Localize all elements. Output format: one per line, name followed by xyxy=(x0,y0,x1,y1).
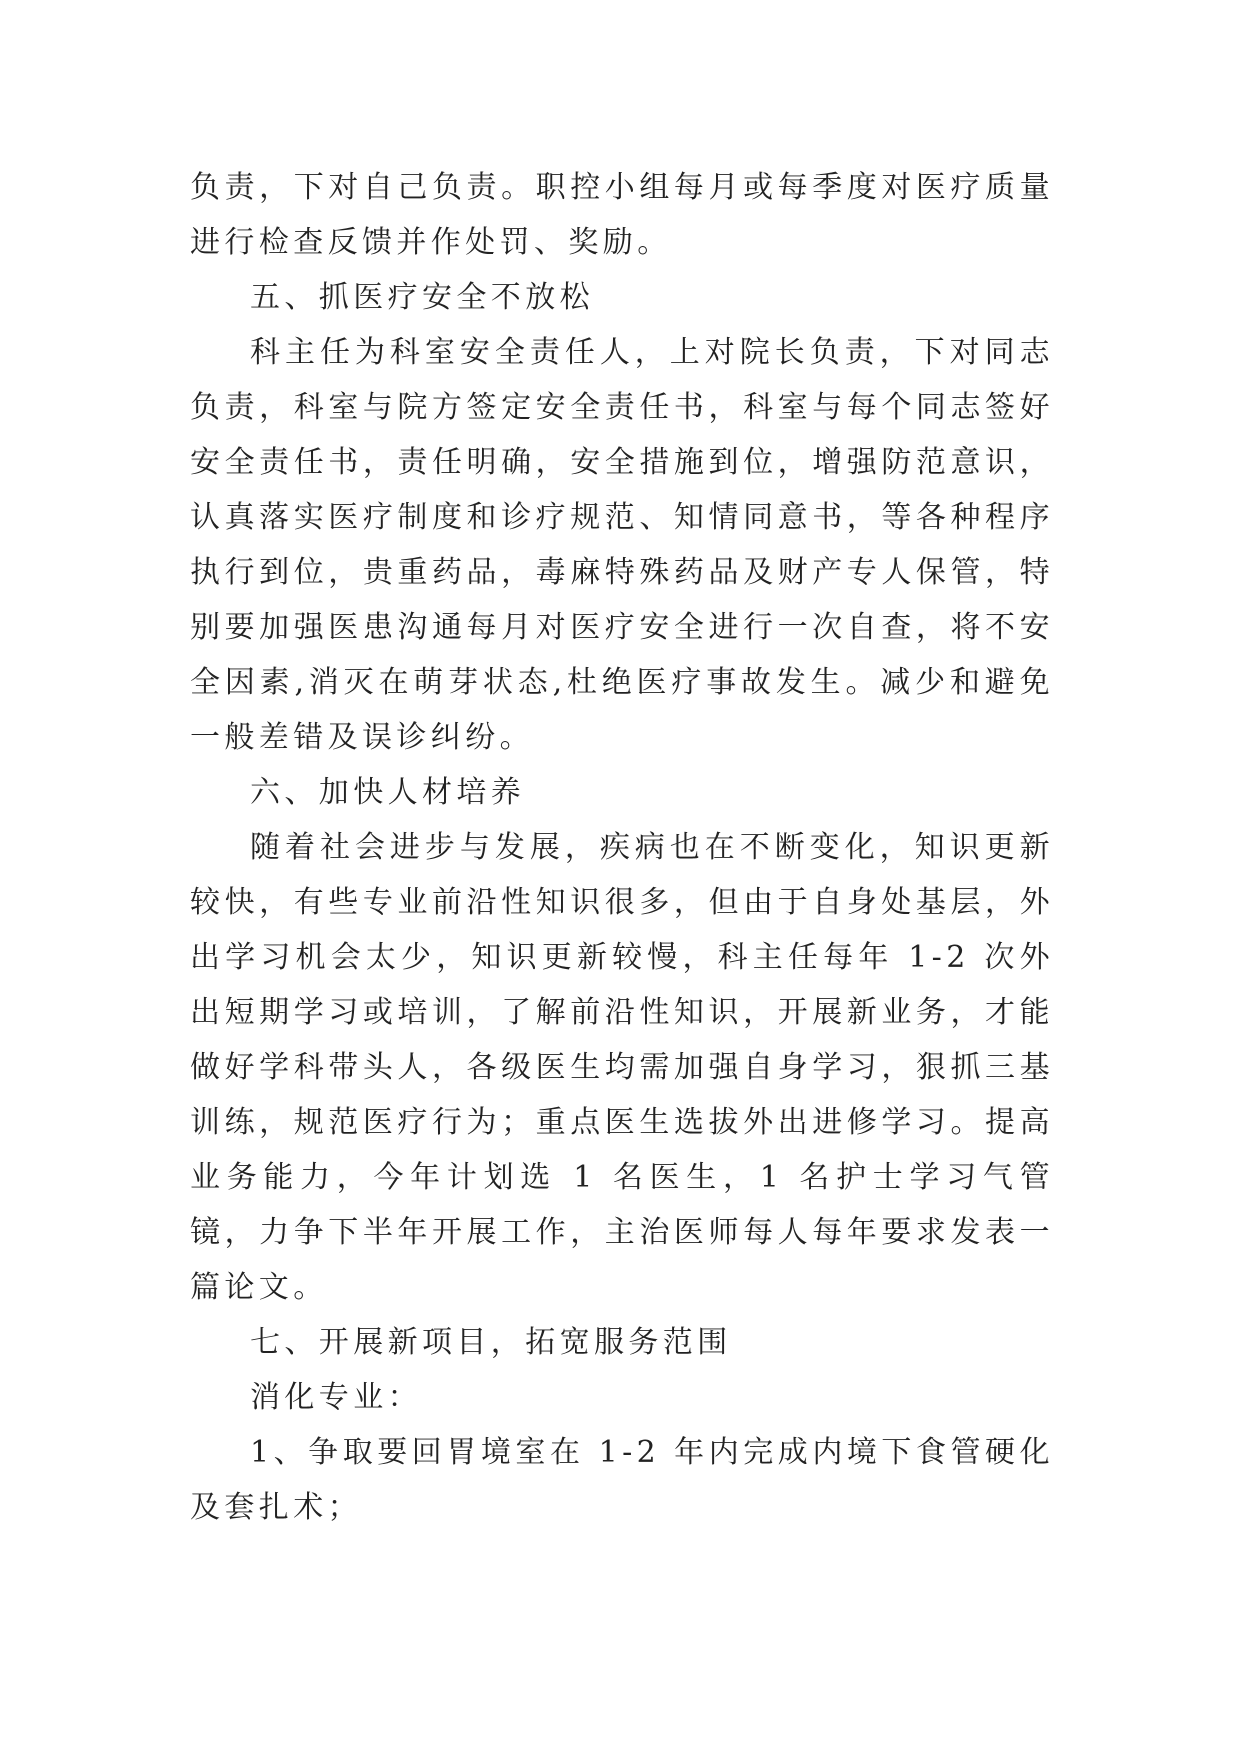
section-heading-5: 五、抓医疗安全不放松 xyxy=(250,280,594,315)
paragraph-item-1: 1、争取要回胃境室在 1-2 年内完成内境下食管硬化及套扎术； xyxy=(190,1435,1054,1525)
section-heading-7: 七、开展新项目，拓宽服务范围 xyxy=(250,1325,732,1360)
paragraph-medical-safety: 科主任为科室安全责任人，上对院长负责，下对同志负责，科室与院方签定安全责任书，科室与每个同志签好安全责任书，责任明确，安全措施到位，增强防范意识，认真落实医疗制度和诊疗规范、知情同意书，等各种程序执行到位，贵重药品，毒麻特殊药品及财产专人保管，特别要加强医患沟通每月对医疗安全进行一次自查，将不安全因素,消灭在萌芽状态,杜绝医疗事故发生。减少和避免一般差错及误诊纠纷。 xyxy=(190,335,1054,755)
paragraph-talent-training: 随着社会进步与发展，疾病也在不断变化，知识更新较快，有些专业前沿性知识很多，但由于自身处基层，外出学习机会太少，知识更新较慢，科主任每年 1-2 次外出短期学习或培训，了解前沿性知识，开展新业务，才能做好学科带头人，各级医生均需加强自身学习，狠抓三基训练，规范医疗行为；重点医生选拔外出进修学习。提高业务能力，今年计划选 1 名医生，1 名护士学习气管镜，力争下半年开展工作，主治医师每人每年要求发表一篇论文。 xyxy=(190,830,1054,1305)
paragraph-continuation: 负责，下对自己负责。职控小组每月或每季度对医疗质量进行检查反馈并作处罚、奖励。 xyxy=(190,170,1054,260)
section-heading-6: 六、加快人材培养 xyxy=(250,775,526,810)
subheading-digestive: 消化专业： xyxy=(250,1380,422,1415)
document-body xyxy=(190,160,1054,1535)
